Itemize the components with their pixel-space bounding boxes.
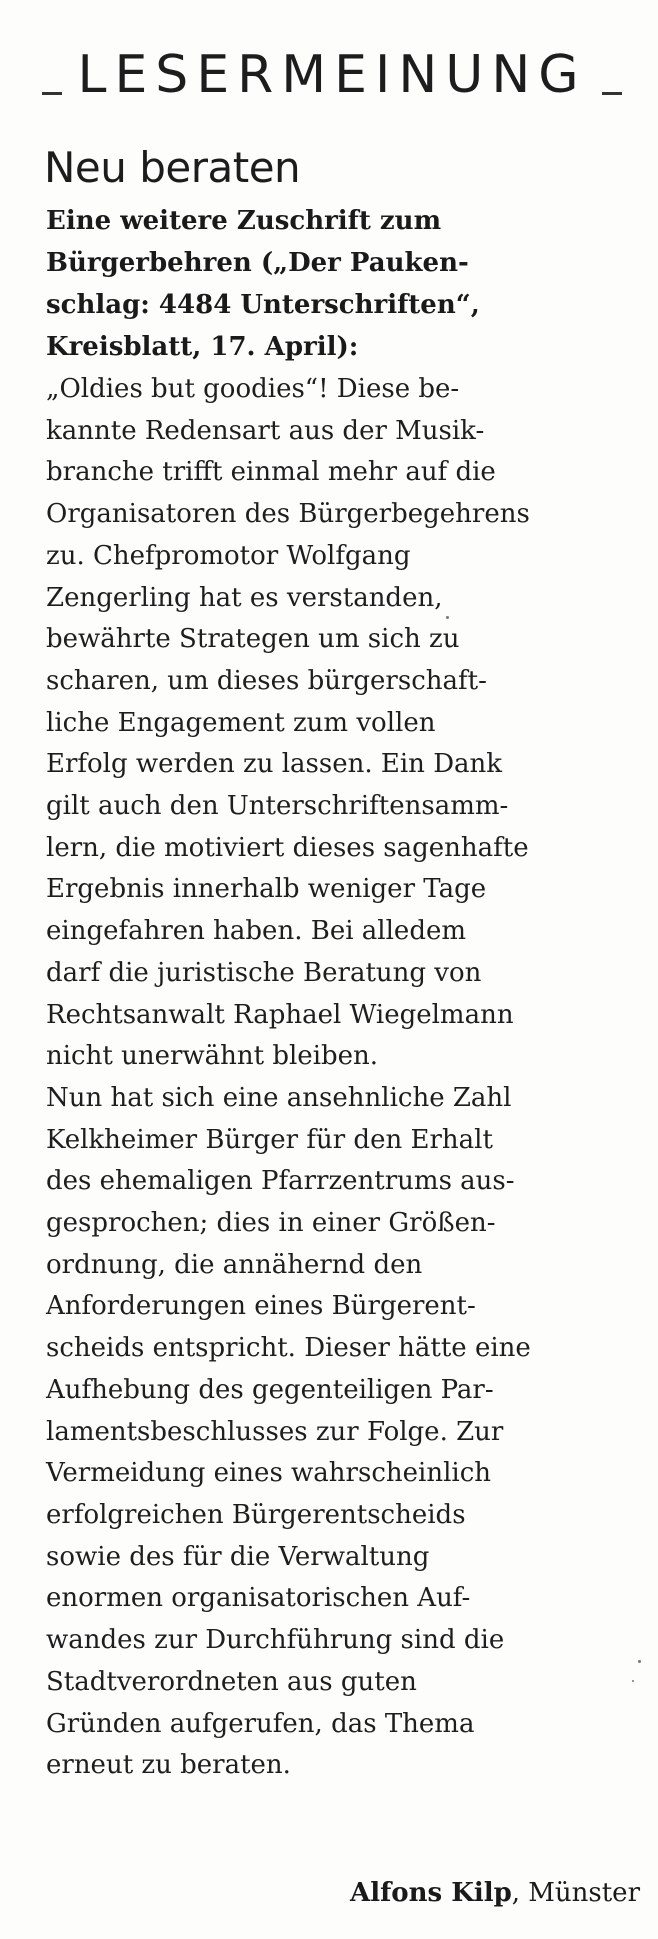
article-intro [46,200,646,368]
author-place: Münster [528,1878,640,1908]
body-line: branche trifft einmal mehr auf die [46,457,496,488]
body-line: gilt auch den Unterschriftensamm- [46,791,509,822]
body-line: Vermeidung eines wahrscheinlich [46,1458,492,1489]
body-line: zu. Chefpromotor Wolfgang [46,540,411,571]
body-line: Nun hat sich eine ansehnliche Zahl [46,1082,512,1113]
intro-line: Bürgerbehren („Der Pauken- [46,248,469,278]
body-line: Ergebnis innerhalb weniger Tage [46,874,487,905]
intro-line: Kreisblatt, 17. April): [46,332,359,362]
body-line: erneut zu beraten. [46,1750,291,1781]
body-line: eingefahren haben. Bei alledem [46,916,466,947]
body-line: darf die juristische Beratung von [46,957,482,988]
body-line: liche Engagement zum vollen [46,707,436,738]
body-line: Zengerling hat es verstanden, [46,582,443,613]
body-line: Gründen aufgerufen, das Thema [46,1708,475,1739]
body-line: kannte Redensart aus der Musik- [46,415,485,446]
article-headline: Neu beraten [44,143,301,192]
body-line: ordnung, die annähernd den [46,1249,423,1280]
rubric-right-rule [602,92,622,95]
body-line: sowie des für die Verwaltung [46,1541,430,1572]
body-line: Kelkheimer Bürger für den Erhalt [46,1124,493,1155]
body-line: scharen, um dieses bürgerschaft- [46,665,487,696]
section-rubric [42,44,622,106]
body-line: „Oldies but goodies“! Diese be- [46,374,460,404]
print-speck [446,616,449,619]
body-line: scheids entspricht. Dieser hätte eine [46,1333,531,1364]
body-line: Organisatoren des Bürgerbegehrens [46,499,530,530]
body-line: Aufhebung des gegenteiligen Par- [46,1374,494,1405]
body-line: Stadtverordneten aus guten [46,1666,417,1697]
body-line: enormen organisatorischen Auf- [46,1583,471,1614]
signature-separator: , [511,1878,529,1908]
intro-line: schlag: 4484 Unterschriften“, [46,290,480,320]
body-line: lamentsbeschlusses zur Folge. Zur [46,1416,504,1447]
rubric-left-rule [42,92,62,95]
rubric-title: LESERMEINUNG [77,45,587,105]
body-line: lern, die motiviert dieses sagenhafte [46,832,529,863]
print-speck [632,1680,634,1682]
body-line: gesprochen; dies in einer Größen- [46,1208,496,1239]
body-line: Erfolg werden zu lassen. Ein Dank [46,749,503,780]
body-line: wandes zur Durchführung sind die [46,1625,505,1656]
body-line: bewährte Strategen um sich zu [46,624,460,655]
body-line: nicht unerwähnt bleiben. [46,1041,379,1072]
body-line: des ehemaligen Pfarrzentrums aus- [46,1166,515,1197]
intro-line: Eine weitere Zuschrift zum [46,206,442,236]
author-name: Alfons Kilp [350,1878,512,1908]
body-line: erfolgreichen Bürgerentscheids [46,1499,466,1530]
body-line: Rechtsanwalt Raphael Wiegelmann [46,999,514,1030]
letter-signature [350,1872,640,1914]
article-body [46,369,646,1787]
body-line: Anforderungen eines Bürgerent- [46,1291,476,1322]
print-speck [638,1660,641,1663]
